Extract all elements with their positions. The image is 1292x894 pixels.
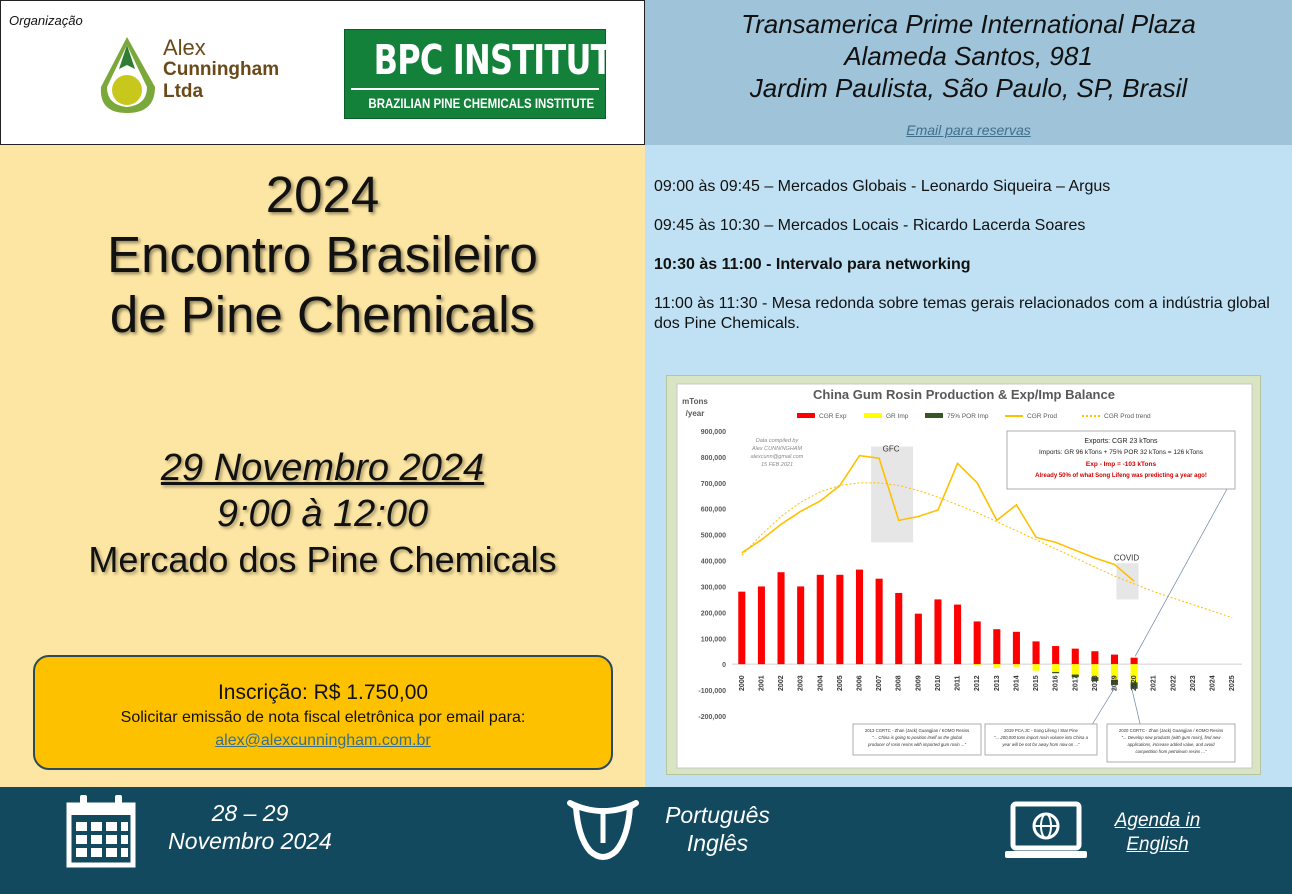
bar-gr-imp	[1072, 664, 1079, 674]
y-tick-label: 200,000	[700, 610, 726, 618]
x-tick-label: 2020	[1131, 675, 1139, 691]
note-text: 2019 PCA JC - Song Lifeng / Star Pine	[1004, 728, 1078, 733]
chart-canvas	[667, 376, 1262, 776]
bar-cgr-exp	[738, 592, 745, 665]
chart-title: China Gum Rosin Production & Exp/Imp Balance	[813, 387, 1115, 402]
x-tick-label: 2023	[1189, 675, 1197, 691]
y-tick-label: 700,000	[700, 480, 726, 488]
note-text: year will be not far away from now on ..."	[1002, 742, 1080, 747]
event-title	[0, 165, 645, 345]
event-topic: Mercado dos Pine Chemicals	[88, 539, 557, 580]
summary-text: Imports: GR 96 kTons + 75% POR 32 kTons = 126 kTons	[1038, 449, 1204, 456]
note-text: "... Develop new products (with gum rosin), find new	[1121, 735, 1221, 740]
organizer-label: Organização	[9, 13, 83, 28]
note-text: 2013 CGRTC - Zhan (Jack) Guangjian / KOMO Resins	[864, 728, 970, 733]
bar-cgr-exp	[817, 575, 824, 664]
x-tick-label: 2018	[1091, 675, 1099, 691]
y-tick-label: 900,000	[700, 429, 726, 436]
registration-note: Solicitar emissão de nota fiscal eletrônica por email para:	[120, 709, 526, 726]
bpc-logo-subtitle: BRAZILIAN PINE CHEMICALS INSTITUTE	[368, 95, 595, 111]
x-tick-label: 2011	[954, 675, 962, 691]
x-tick-label: 2001	[758, 675, 766, 691]
bar-cgr-exp	[993, 629, 1000, 664]
legend-swatch	[864, 413, 882, 418]
y-tick-label: 300,000	[700, 584, 726, 592]
venue-panel	[645, 0, 1292, 145]
x-tick-label: 2009	[915, 675, 923, 691]
x-tick-label: 2015	[1033, 675, 1041, 691]
bar-cgr-exp	[778, 572, 785, 664]
y-tick-label: 500,000	[700, 532, 726, 540]
event-schedule	[0, 445, 645, 583]
event-title-line: 2024	[265, 166, 380, 223]
gfc-label: GFC	[882, 444, 900, 454]
bar-cgr-exp	[1072, 649, 1079, 665]
footer-dates-line: Novembro 2024	[168, 828, 332, 854]
x-tick-label: 2024	[1209, 675, 1217, 691]
x-tick-label: 2000	[738, 675, 746, 691]
laptop-globe-icon	[1003, 801, 1089, 861]
footer-languages	[640, 801, 795, 857]
bar-cgr-exp	[915, 614, 922, 665]
event-title-line: de Pine Chemicals	[109, 286, 536, 343]
tongue-icon	[566, 797, 640, 863]
x-tick-label: 2010	[934, 675, 942, 691]
y-tick-label: 600,000	[700, 506, 726, 514]
covid-label: COVID	[1113, 553, 1140, 563]
bar-cgr-exp	[974, 621, 981, 664]
x-tick-label: 2013	[993, 675, 1001, 691]
summary-text: Exp - Imp = -103 kTons	[1085, 461, 1157, 468]
bar-cgr-exp	[895, 593, 902, 664]
note-text: "... China is going to position itself as the global	[872, 735, 962, 740]
x-tick-label: 2017	[1072, 675, 1080, 691]
drop-icon	[97, 35, 161, 115]
bar-gr-imp	[1052, 664, 1059, 672]
note-text: producer of rosin resins with imported gum rosin ..."	[867, 742, 967, 747]
bar-cgr-exp	[758, 586, 765, 664]
bar-por-imp	[1052, 672, 1059, 673]
y-tick-label: -200,000	[698, 714, 726, 721]
footer-language: Português	[665, 802, 770, 828]
venue-line: Transamerica Prime International Plaza	[741, 9, 1196, 39]
event-time: 9:00 à 12:00	[216, 493, 429, 535]
bar-cgr-exp	[856, 570, 863, 665]
organizer-panel	[0, 0, 645, 145]
bar-cgr-exp	[1052, 646, 1059, 664]
venue-address	[645, 8, 1292, 104]
agenda-item: 09:45 às 10:30 – Mercados Locais - Ricardo Lacerda Soares	[654, 217, 1086, 234]
x-tick-label: 2007	[876, 675, 884, 691]
agenda-list	[654, 177, 1274, 353]
bar-gr-imp	[1091, 664, 1098, 677]
agenda-item: 09:00 às 09:45 – Mercados Globais - Leonardo Siqueira – Argus	[654, 178, 1111, 195]
bar-gr-imp	[993, 664, 1000, 668]
compiled-note: Alex CUNNINGHAM	[751, 446, 803, 452]
x-tick-label: 2021	[1150, 675, 1158, 691]
reservation-email-link[interactable]: Email para reservas	[906, 122, 1031, 138]
x-tick-label: 2006	[856, 675, 864, 691]
summary-text: Exports: CGR 23 kTons	[1084, 438, 1158, 445]
event-date: 29 Novembro 2024	[160, 447, 485, 489]
chart-ylabel: mTons	[682, 397, 708, 406]
bar-cgr-exp	[1111, 655, 1118, 665]
alex-logo-text	[163, 37, 279, 103]
event-title-line: Encontro Brasileiro	[107, 226, 538, 283]
x-tick-label: 2019	[1111, 675, 1119, 691]
venue-line: Alameda Santos, 981	[844, 41, 1093, 71]
legend-swatch	[797, 413, 815, 418]
x-tick-label: 2012	[974, 675, 982, 691]
legend-swatch	[925, 413, 943, 418]
summary-text: Already 50% of what Song Lifeng was predicting a year ago!	[1035, 473, 1207, 479]
x-tick-label: 2008	[895, 675, 903, 691]
agenda-link-line: Agenda in	[1114, 810, 1201, 831]
agenda-link-line: English	[1126, 834, 1189, 855]
compiled-note: Data compiled by	[755, 438, 799, 444]
bar-cgr-exp	[876, 579, 883, 665]
y-tick-label: 0	[722, 662, 726, 670]
agenda-item: 10:30 às 11:00 - Intervalo para networking	[654, 256, 971, 273]
x-tick-label: 2003	[797, 675, 805, 691]
bar-cgr-exp	[1013, 632, 1020, 664]
bar-gr-imp	[1013, 664, 1020, 667]
gfc-shade	[871, 444, 913, 543]
rosin-chart	[666, 375, 1261, 775]
y-tick-label: 100,000	[700, 636, 726, 644]
footer-language: Inglês	[686, 830, 749, 856]
x-tick-label: 2025	[1229, 675, 1237, 691]
footer-dates-line: 28 – 29	[211, 800, 289, 826]
y-tick-label: 800,000	[700, 454, 726, 462]
legend-label: CGR Prod trend	[1104, 413, 1151, 420]
alex-logo-line: Alex	[163, 35, 206, 60]
agenda-item: 11:00 às 11:30 - Mesa redonda sobre temas gerais relacionados com a indústria global dos Pine Chemicals.	[654, 295, 1270, 332]
legend-label: CGR Exp	[819, 413, 847, 420]
event-panel	[0, 145, 645, 787]
note-text: "... 200,000 tons import rosin volume into China a	[994, 735, 1088, 740]
bpc-logo-name: BPC INSTITUTE	[373, 36, 633, 84]
alex-cunningham-logo	[97, 35, 307, 115]
x-tick-label: 2002	[778, 675, 786, 691]
y-tick-label: -100,000	[698, 688, 726, 696]
note-text: 2020 CGRTC - Zhan (Jack) Guangjian / KOMO Resins	[1118, 728, 1224, 733]
x-tick-label: 2004	[817, 675, 825, 691]
bar-gr-imp	[1033, 664, 1040, 670]
footer-bar	[0, 787, 1292, 894]
registration-fee: Inscrição: R$ 1.750,00	[217, 681, 429, 704]
agenda-panel	[645, 145, 1292, 787]
x-tick-label: 2016	[1052, 675, 1060, 691]
bar-cgr-exp	[954, 605, 961, 665]
registration-box	[33, 655, 613, 770]
agenda-english-link[interactable]	[1095, 809, 1220, 857]
x-tick-label: 2014	[1013, 675, 1021, 691]
legend-label: CGR Prod	[1027, 413, 1057, 420]
bar-cgr-exp	[1033, 641, 1040, 664]
legend-label: 75% POR Imp	[947, 413, 989, 420]
bpc-institute-logo	[344, 29, 633, 119]
bar-cgr-exp	[1131, 658, 1138, 664]
bar-cgr-exp	[836, 575, 843, 664]
legend-label: GR Imp	[886, 413, 909, 420]
venue-line: Jardim Paulista, São Paulo, SP, Brasil	[749, 73, 1188, 103]
registration-email-link[interactable]: alex@alexcunningham.com.br	[215, 732, 431, 749]
bar-cgr-exp	[797, 586, 804, 664]
chart-ylabel: /year	[685, 409, 705, 418]
bar-cgr-exp	[1091, 651, 1098, 664]
y-tick-label: 400,000	[700, 558, 726, 566]
footer-dates	[150, 799, 350, 855]
x-tick-label: 2005	[836, 675, 844, 691]
compiled-note: alexcunn@gmail.com	[750, 454, 804, 460]
calendar-icon	[66, 793, 136, 869]
x-tick-label: 2022	[1170, 675, 1178, 691]
alex-logo-line: Ltda	[163, 81, 204, 102]
note-text: applications, increase added value, and avoid	[1127, 742, 1215, 747]
compiled-note: 15 FEB 2021	[760, 462, 794, 468]
note-text: competition from petroleum resins ..."	[1135, 749, 1207, 754]
bar-cgr-exp	[934, 599, 941, 664]
alex-logo-line: Cunningham	[163, 59, 280, 80]
bar-gr-imp	[974, 664, 981, 665]
